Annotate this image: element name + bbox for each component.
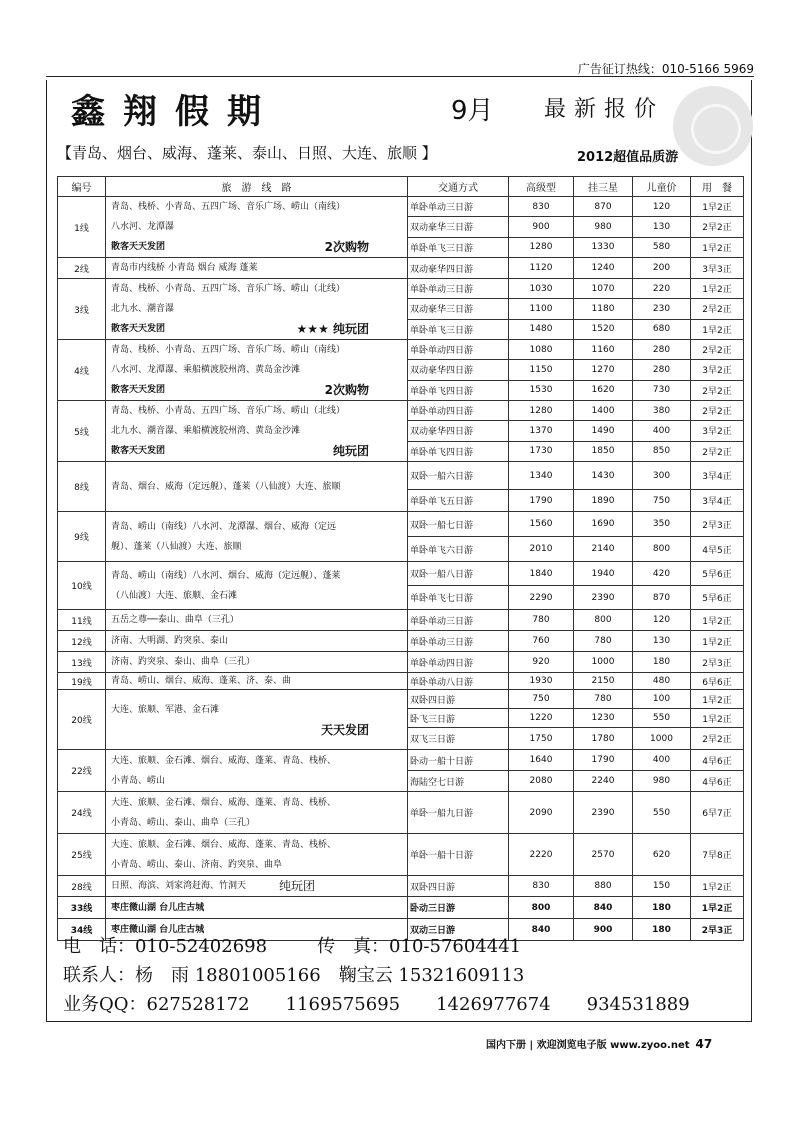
price-three-star: 2140 (574, 537, 633, 562)
route-desc: 五岳之尊──泰山、曲阜（三孔） (106, 610, 408, 631)
route-line: 大连、旅顺、金石滩、烟台、威海、蓬莱、青岛、栈桥、 (111, 797, 337, 808)
price-three-star: 1230 (574, 709, 633, 728)
route-desc: 枣庄微山湖 台儿庄古城 (106, 919, 408, 941)
price-premium: 830 (509, 197, 574, 217)
route-desc (106, 401, 408, 462)
table-row (58, 197, 744, 217)
price-three-star: 2240 (574, 771, 633, 792)
price-child: 280 (633, 360, 691, 380)
transport: 单卧单飞七日游 (408, 586, 509, 610)
route-no: 3线 (58, 279, 106, 340)
price-premium: 2080 (509, 771, 574, 792)
route-line: 大连、旅顺、金石滩、烟台、威海、蓬莱、青岛、栈桥、 (111, 839, 337, 850)
price-child: 150 (633, 876, 691, 897)
transport: 海陆空七日游 (408, 771, 509, 792)
meals: 5早6正 (691, 586, 744, 610)
price-child: 300 (633, 462, 691, 490)
price-child: 130 (633, 631, 691, 652)
route-note: 散客天天发团 (111, 385, 166, 395)
price-child: 870 (633, 586, 691, 610)
route-line: 青岛、崂山（南线）八水河、烟台、威海（定远舰）、蓬莱 (111, 570, 341, 581)
route-line: 青岛、栈桥、小青岛、五四广场、音乐广场、崂山（北线） (111, 284, 346, 294)
meals: 2早2正 (691, 380, 744, 400)
route-no: 22线 (58, 750, 106, 792)
route-line: 小青岛、崂山、泰山、曲阜（三孔） (111, 817, 256, 828)
transport: 单卧单动八日游 (408, 673, 509, 690)
price-premium: 1280 (509, 401, 574, 421)
meals: 2早2正 (691, 441, 744, 461)
transport: 单卧单动三日游 (408, 197, 509, 217)
route-note: 散客天天发团 (111, 324, 166, 334)
route-desc (106, 512, 408, 562)
table-row (58, 401, 744, 421)
watermark-seal-icon (673, 86, 753, 166)
price-three-star: 800 (574, 610, 633, 631)
price-three-star: 1490 (574, 421, 633, 441)
price-child: 750 (633, 490, 691, 512)
route-tag: 纯玩团 (278, 879, 315, 893)
brand-title: 鑫翔假期 (71, 92, 279, 132)
meals: 1早2正 (691, 897, 744, 919)
route-notes (111, 441, 405, 461)
price-premium: 2290 (509, 586, 574, 610)
route-line: 八水河、龙潭瀑、乘船横渡胶州湾、黄岛金沙滩 (111, 365, 301, 375)
meals: 1早2正 (691, 319, 744, 339)
route-line: 大连、旅顺、金石滩、烟台、威海、蓬莱、青岛、栈桥、 (111, 755, 337, 766)
route-no: 24线 (58, 792, 106, 834)
meals: 2早3正 (691, 652, 744, 673)
price-premium: 1480 (509, 319, 574, 339)
table-row (58, 631, 744, 652)
price-premium: 1930 (509, 673, 574, 690)
meals: 2早2正 (691, 401, 744, 421)
price-child: 380 (633, 401, 691, 421)
price-premium: 1340 (509, 462, 574, 490)
route-no: 2线 (58, 258, 106, 279)
header-three-star: 挂三星 (574, 177, 633, 197)
route-notes (111, 380, 405, 400)
price-three-star: 1000 (574, 652, 633, 673)
price-child: 180 (633, 897, 691, 919)
table-row (58, 876, 744, 897)
transport: 单卧单动四日游 (408, 652, 509, 673)
meals: 2早3正 (691, 512, 744, 537)
price-three-star: 780 (574, 631, 633, 652)
table-row (58, 258, 744, 279)
price-premium: 1030 (509, 279, 574, 299)
route-tag: ★★★ 纯玩团 (296, 322, 369, 336)
meals: 1早2正 (691, 279, 744, 299)
price-three-star: 980 (574, 217, 633, 237)
route-line: 青岛、栈桥、小青岛、五四广场、音乐广场、崂山（南线） (111, 202, 346, 212)
route-tag: 天天发团 (320, 722, 369, 737)
route-desc (106, 876, 408, 897)
header-premium: 高级型 (509, 177, 574, 197)
meals: 2早2正 (691, 217, 744, 237)
price-child: 180 (633, 919, 691, 941)
tagline: 2012超值品质游 (577, 150, 679, 165)
month-label: 9月 (451, 96, 494, 126)
price-child: 580 (633, 237, 691, 257)
transport: 单卧一船九日游 (408, 792, 509, 834)
business-qq: 业务QQ：627528172 1169575695 1426977674 934531889 (63, 994, 690, 1015)
route-no: 4线 (58, 340, 106, 401)
route-no: 9线 (58, 512, 106, 562)
transport: 单卧一船十日游 (408, 834, 509, 876)
header-child: 儿童价 (633, 177, 691, 197)
table-row (58, 834, 744, 876)
price-premium: 840 (509, 919, 574, 941)
price-child: 350 (633, 512, 691, 537)
price-child: 120 (633, 610, 691, 631)
meals: 7早8正 (691, 834, 744, 876)
price-three-star: 2390 (574, 792, 633, 834)
footer-text: 国内下册 | 欢迎浏览电子版 www.zyoo.net (486, 1040, 690, 1051)
price-child: 550 (633, 709, 691, 728)
route-desc (106, 792, 408, 834)
price-child: 800 (633, 537, 691, 562)
price-child: 130 (633, 217, 691, 237)
phone-fax-line (63, 932, 733, 961)
route-notes (111, 720, 405, 740)
transport: 双卧一船七日游 (408, 512, 509, 537)
transport: 双飞三日游 (408, 728, 509, 750)
transport: 单卧单飞三日游 (408, 319, 509, 339)
table-row (58, 750, 744, 771)
price-child: 120 (633, 197, 691, 217)
route-no: 12线 (58, 631, 106, 652)
route-desc (106, 750, 408, 792)
price-child: 220 (633, 279, 691, 299)
route-desc (106, 279, 408, 340)
price-premium: 1080 (509, 340, 574, 360)
table-row (58, 279, 744, 299)
price-premium: 1640 (509, 750, 574, 771)
page-footer (486, 1036, 712, 1051)
route-no: 10线 (58, 562, 106, 610)
price-child: 980 (633, 771, 691, 792)
meals: 6早7正 (691, 792, 744, 834)
price-child: 280 (633, 340, 691, 360)
table-row (58, 652, 744, 673)
price-three-star: 1400 (574, 401, 633, 421)
transport: 卧动三日游 (408, 897, 509, 919)
price-three-star: 1940 (574, 562, 633, 586)
price-three-star: 1160 (574, 340, 633, 360)
price-three-star: 1790 (574, 750, 633, 771)
route-no: 5线 (58, 401, 106, 462)
transport: 双动豪华四日游 (408, 258, 509, 279)
price-premium: 1750 (509, 728, 574, 750)
transport: 双卧一船八日游 (408, 562, 509, 586)
route-no: 34线 (58, 919, 106, 941)
table-row (58, 673, 744, 690)
route-tag: 纯玩团 (332, 444, 369, 458)
route-no: 25线 (58, 834, 106, 876)
price-three-star: 1690 (574, 512, 633, 537)
route-notes (111, 319, 405, 339)
transport: 双卧四日游 (408, 876, 509, 897)
meals: 5早6正 (691, 562, 744, 586)
table-row (58, 562, 744, 586)
transport: 单卧单飞五日游 (408, 490, 509, 512)
route-no: 8线 (58, 462, 106, 512)
table-row (58, 462, 744, 490)
price-premium: 1220 (509, 709, 574, 728)
destinations-banner: 【青岛、烟台、威海、蓬莱、泰山、日照、大连、旅顺 】 (57, 144, 437, 162)
price-sheet (46, 80, 752, 1022)
route-tag: 2次购物 (324, 240, 369, 254)
price-premium: 1150 (509, 360, 574, 380)
price-premium: 1100 (509, 299, 574, 319)
route-desc (106, 340, 408, 401)
route-no: 28线 (58, 876, 106, 897)
price-child: 200 (633, 258, 691, 279)
price-three-star: 1620 (574, 380, 633, 400)
table-row (58, 340, 744, 360)
meals: 2早3正 (691, 919, 744, 941)
route-line: （八仙渡）大连、旅顺、金石滩 (111, 590, 238, 601)
price-three-star: 2390 (574, 586, 633, 610)
route-desc: 青岛、崂山、烟台、威海、蓬莱、济、泰、曲 (106, 673, 408, 690)
transport: 单卧单动三日游 (408, 279, 509, 299)
transport: 双动豪华三日游 (408, 299, 509, 319)
transport: 双卧四日游 (408, 690, 509, 709)
price-three-star: 1240 (574, 258, 633, 279)
route-desc: 枣庄微山湖 台儿庄古城 (106, 897, 408, 919)
transport: 单卧单飞四日游 (408, 441, 509, 461)
transport: 卧动一船十日游 (408, 750, 509, 771)
price-child: 480 (633, 673, 691, 690)
transport: 单卧单动三日游 (408, 631, 509, 652)
meals: 2早2正 (691, 299, 744, 319)
price-premium: 750 (509, 690, 574, 709)
price-premium: 800 (509, 897, 574, 919)
header-meals: 用 餐 (691, 177, 744, 197)
price-premium: 1370 (509, 421, 574, 441)
price-three-star: 1180 (574, 299, 633, 319)
meals: 1早2正 (691, 709, 744, 728)
header-transport: 交通方式 (408, 177, 509, 197)
price-child: 230 (633, 299, 691, 319)
table-row (58, 792, 744, 834)
transport: 单卧单飞六日游 (408, 537, 509, 562)
route-desc: 济南、趵突泉、泰山、曲阜（三孔） (106, 652, 408, 673)
price-premium: 1840 (509, 562, 574, 586)
transport: 卧飞三日游 (408, 709, 509, 728)
price-premium: 2010 (509, 537, 574, 562)
price-premium: 1120 (509, 258, 574, 279)
transport: 双卧一船六日游 (408, 462, 509, 490)
price-table-wrap (57, 176, 743, 941)
price-three-star: 1330 (574, 237, 633, 257)
route-line: 青岛、栈桥、小青岛、五四广场、音乐广场、崂山（南线） (111, 345, 346, 355)
route-line: 舰）、蓬莱（八仙渡）大连、旅顺 (111, 541, 242, 552)
price-three-star: 1850 (574, 441, 633, 461)
route-no: 11线 (58, 610, 106, 631)
route-line: 北九水、潮音瀑、乘船横渡胶州湾、黄岛金沙滩 (111, 426, 301, 436)
price-three-star: 1520 (574, 319, 633, 339)
price-child: 180 (633, 652, 691, 673)
price-three-star: 1430 (574, 462, 633, 490)
price-premium: 780 (509, 610, 574, 631)
route-notes (111, 237, 405, 257)
route-no: 13线 (58, 652, 106, 673)
price-three-star: 780 (574, 690, 633, 709)
page-number: 47 (695, 1037, 713, 1051)
price-three-star: 2150 (574, 673, 633, 690)
price-subtitle: 最新报价 (544, 97, 665, 122)
phone: 电 话：010-52402698 (63, 936, 268, 957)
transport: 双动三日游 (408, 919, 509, 941)
meals: 2早2正 (691, 728, 744, 750)
meals: 3早3正 (691, 258, 744, 279)
route-line: 青岛、崂山（南线）八水河、龙潭瀑、烟台、威海（定远 (111, 521, 337, 532)
route-desc: 青岛、烟台、威海（定远舰）、蓬莱（八仙渡）大连、旅顺 (106, 462, 408, 512)
route-desc (106, 197, 408, 258)
route-no: 19线 (58, 673, 106, 690)
route-notes (111, 876, 405, 896)
price-child: 730 (633, 380, 691, 400)
price-three-star: 900 (574, 919, 633, 941)
route-line: 小青岛、崂山、泰山、济南、趵突泉、曲阜 (111, 859, 283, 870)
price-premium: 2090 (509, 792, 574, 834)
route-desc: 青岛市内线桥 小青岛 烟台 威海 蓬莱 (106, 258, 408, 279)
route-line: 大连、旅顺、军港、金石滩 (111, 704, 220, 715)
route-desc (106, 562, 408, 610)
price-three-star: 1890 (574, 490, 633, 512)
meals: 1早2正 (691, 237, 744, 257)
meals: 1早2正 (691, 197, 744, 217)
meals: 1早2正 (691, 631, 744, 652)
price-premium: 1560 (509, 512, 574, 537)
fax: 传 真：010-57604441 (317, 936, 522, 957)
meals: 3早2正 (691, 360, 744, 380)
price-three-star: 870 (574, 197, 633, 217)
transport: 双动豪华三日游 (408, 217, 509, 237)
meals: 1早2正 (691, 610, 744, 631)
route-no: 20线 (58, 690, 106, 750)
price-premium: 760 (509, 631, 574, 652)
route-line: 青岛、栈桥、小青岛、五四广场、音乐广场、崂山（北线） (111, 406, 346, 416)
transport: 单卧单动三日游 (408, 610, 509, 631)
meals: 3早4正 (691, 490, 744, 512)
price-premium: 1730 (509, 441, 574, 461)
price-child: 850 (633, 441, 691, 461)
price-three-star: 1270 (574, 360, 633, 380)
price-three-star: 2570 (574, 834, 633, 876)
price-child: 100 (633, 690, 691, 709)
price-three-star: 840 (574, 897, 633, 919)
meals: 3早2正 (691, 421, 744, 441)
route-line: 日照、海滨、刘家湾赶海、竹洞天 (111, 881, 247, 891)
meals: 1早2正 (691, 876, 744, 897)
price-child: 400 (633, 750, 691, 771)
transport: 单卧单飞四日游 (408, 380, 509, 400)
price-premium: 1530 (509, 380, 574, 400)
price-premium: 920 (509, 652, 574, 673)
price-three-star: 880 (574, 876, 633, 897)
price-premium: 830 (509, 876, 574, 897)
table-row (58, 897, 744, 919)
route-line: 八水河、龙潭瀑 (111, 222, 175, 232)
price-premium: 1790 (509, 490, 574, 512)
contact-people: 联系人：杨 雨 18801005166 鞠宝云 15321609113 (63, 965, 525, 986)
route-tag: 2次购物 (324, 383, 369, 397)
transport: 单卧单动四日游 (408, 340, 509, 360)
contact-block (63, 932, 733, 1019)
price-three-star: 1780 (574, 728, 633, 750)
route-note: 散客天天发团 (111, 242, 166, 252)
transport: 单卧单飞三日游 (408, 237, 509, 257)
price-table (57, 176, 744, 941)
ad-hotline: 广告征订热线：010-5166 5969 (577, 62, 754, 76)
route-desc (106, 834, 408, 876)
route-line: 小青岛、崂山 (111, 775, 166, 786)
price-child: 620 (633, 834, 691, 876)
route-line: 北九水、潮音瀑 (111, 304, 175, 314)
table-body (58, 197, 744, 941)
price-premium: 2220 (509, 834, 574, 876)
price-child: 420 (633, 562, 691, 586)
table-row (58, 690, 744, 709)
table-row (58, 610, 744, 631)
transport: 单卧单动四日游 (408, 401, 509, 421)
route-desc: 济南、大明湖、趵突泉、泰山 (106, 631, 408, 652)
table-row (58, 512, 744, 537)
meals: 3早4正 (691, 462, 744, 490)
table-header-row (58, 177, 744, 197)
header-no: 编号 (58, 177, 106, 197)
transport: 双动豪华四日游 (408, 421, 509, 441)
transport: 双动豪华四日游 (408, 360, 509, 380)
price-premium: 1280 (509, 237, 574, 257)
meals: 6早6正 (691, 673, 744, 690)
header-route: 旅 游 线 路 (106, 177, 408, 197)
top-rule (46, 76, 754, 77)
route-note: 散客天天发团 (111, 446, 166, 456)
meals: 4早6正 (691, 771, 744, 792)
price-three-star: 1070 (574, 279, 633, 299)
meals: 4早6正 (691, 750, 744, 771)
meals: 2早2正 (691, 340, 744, 360)
price-child: 680 (633, 319, 691, 339)
route-no: 1线 (58, 197, 106, 258)
route-no: 33线 (58, 897, 106, 919)
route-desc (106, 690, 408, 750)
price-child: 1000 (633, 728, 691, 750)
price-child: 550 (633, 792, 691, 834)
meals: 1早2正 (691, 690, 744, 709)
price-premium: 900 (509, 217, 574, 237)
meals: 4早5正 (691, 537, 744, 562)
price-child: 400 (633, 421, 691, 441)
